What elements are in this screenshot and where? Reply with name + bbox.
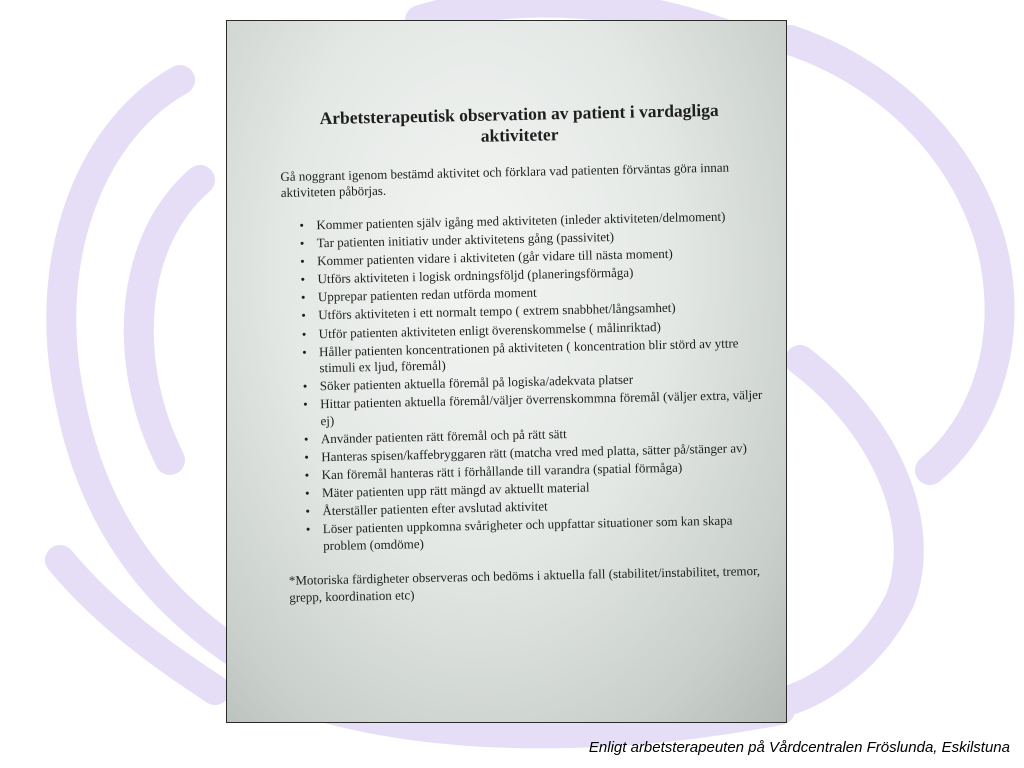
- observation-list: [281, 208, 768, 555]
- bullet-icon: •: [304, 449, 310, 465]
- list-item-text: Löser patienten uppkomna svårigheter och uppfattar situationer som kan skapa problem (omdöme): [322, 513, 733, 554]
- list-item-text: Söker patienten aktuella föremål på logiska/adekvata platser: [319, 371, 634, 394]
- bullet-icon: •: [299, 217, 305, 233]
- list-item-text: Håller patienten koncentrationen på aktiviteten ( koncentration blir störd av yttre stimuli ex ljud, föremål): [318, 335, 739, 376]
- document-intro: Gå noggrant igenom bestämd aktivitet och förklara vad patienten förväntas göra innan aktiviteten påbörjas.: [280, 159, 730, 200]
- list-item-text: Kommer patienten själv igång med aktiviteten (inleder aktiviteten/delmoment): [316, 208, 726, 233]
- rose-petal-left: [139, 180, 200, 460]
- list-item-text: Tar patienten initiativ under aktivitetens gång (passivitet): [316, 229, 615, 251]
- document-note: *Motoriska färdigheter observeras och bedöms i aktuella fall (stabilitet/instabilitet, tremor, grepp, koordination etc): [288, 563, 761, 605]
- list-item-text: Utförs aktiviteten i ett normalt tempo ( extrem snabbhet/långsamhet): [318, 300, 676, 323]
- bullet-icon: •: [304, 467, 310, 483]
- bullet-icon: •: [305, 503, 311, 519]
- bullet-icon: •: [301, 307, 307, 324]
- bullet-icon: •: [300, 271, 306, 287]
- bullet-icon: •: [303, 431, 309, 447]
- bullet-icon: •: [304, 485, 310, 501]
- bullet-icon: •: [300, 289, 306, 305]
- list-item-text: Kommer patienten vidare i aktiviteten (går vidare till nästa moment): [317, 245, 673, 269]
- list-item-text: Kan föremål hanteras rätt i förhållande till varandra (spatial förmåga): [321, 459, 683, 483]
- source-caption: Enligt arbetsterapeuten på Vårdcentralen Fröslunda, Eskilstuna: [588, 739, 1010, 756]
- list-item-text: Återställer patienten efter avslutad aktivitet: [322, 498, 548, 519]
- list-item-text: Mäter patienten upp rätt mängd av aktuellt material: [321, 479, 590, 501]
- list-item-text: Utförs aktiviteten i logisk ordningsföljd (planeringsförmåga): [317, 264, 634, 287]
- bullet-icon: •: [305, 521, 311, 537]
- bullet-icon: •: [301, 344, 307, 360]
- rose-petal-right: [790, 40, 1000, 470]
- bullet-icon: •: [300, 253, 305, 269]
- list-item-text: Upprepar patienten redan utförda moment: [317, 285, 537, 305]
- list-item-text: Hittar patienten aktuella föremål/väljer överrenskommna föremål (väljer extra, väljer ej): [320, 387, 763, 429]
- bullet-icon: •: [302, 378, 308, 394]
- document-photo: [226, 20, 787, 723]
- list-item-text: Använder patienten rätt föremål och på rätt sätt: [320, 425, 567, 447]
- list-item-text: Utför patienten aktiviteten enligt överenskommelse ( målinriktad): [318, 318, 662, 341]
- list-item-text: Hanteras spisen/kaffebryggaren rätt (matcha vred med platta, sätter på/stänger av): [321, 440, 748, 465]
- bullet-icon: •: [301, 326, 307, 342]
- bullet-icon: •: [299, 235, 305, 251]
- document-title: Arbetsterapeutisk observation av patient i vardagliga aktiviteter: [319, 99, 719, 146]
- rose-petal-right-lower: [790, 360, 909, 700]
- document-sheet: [279, 99, 770, 619]
- bullet-icon: •: [303, 396, 308, 412]
